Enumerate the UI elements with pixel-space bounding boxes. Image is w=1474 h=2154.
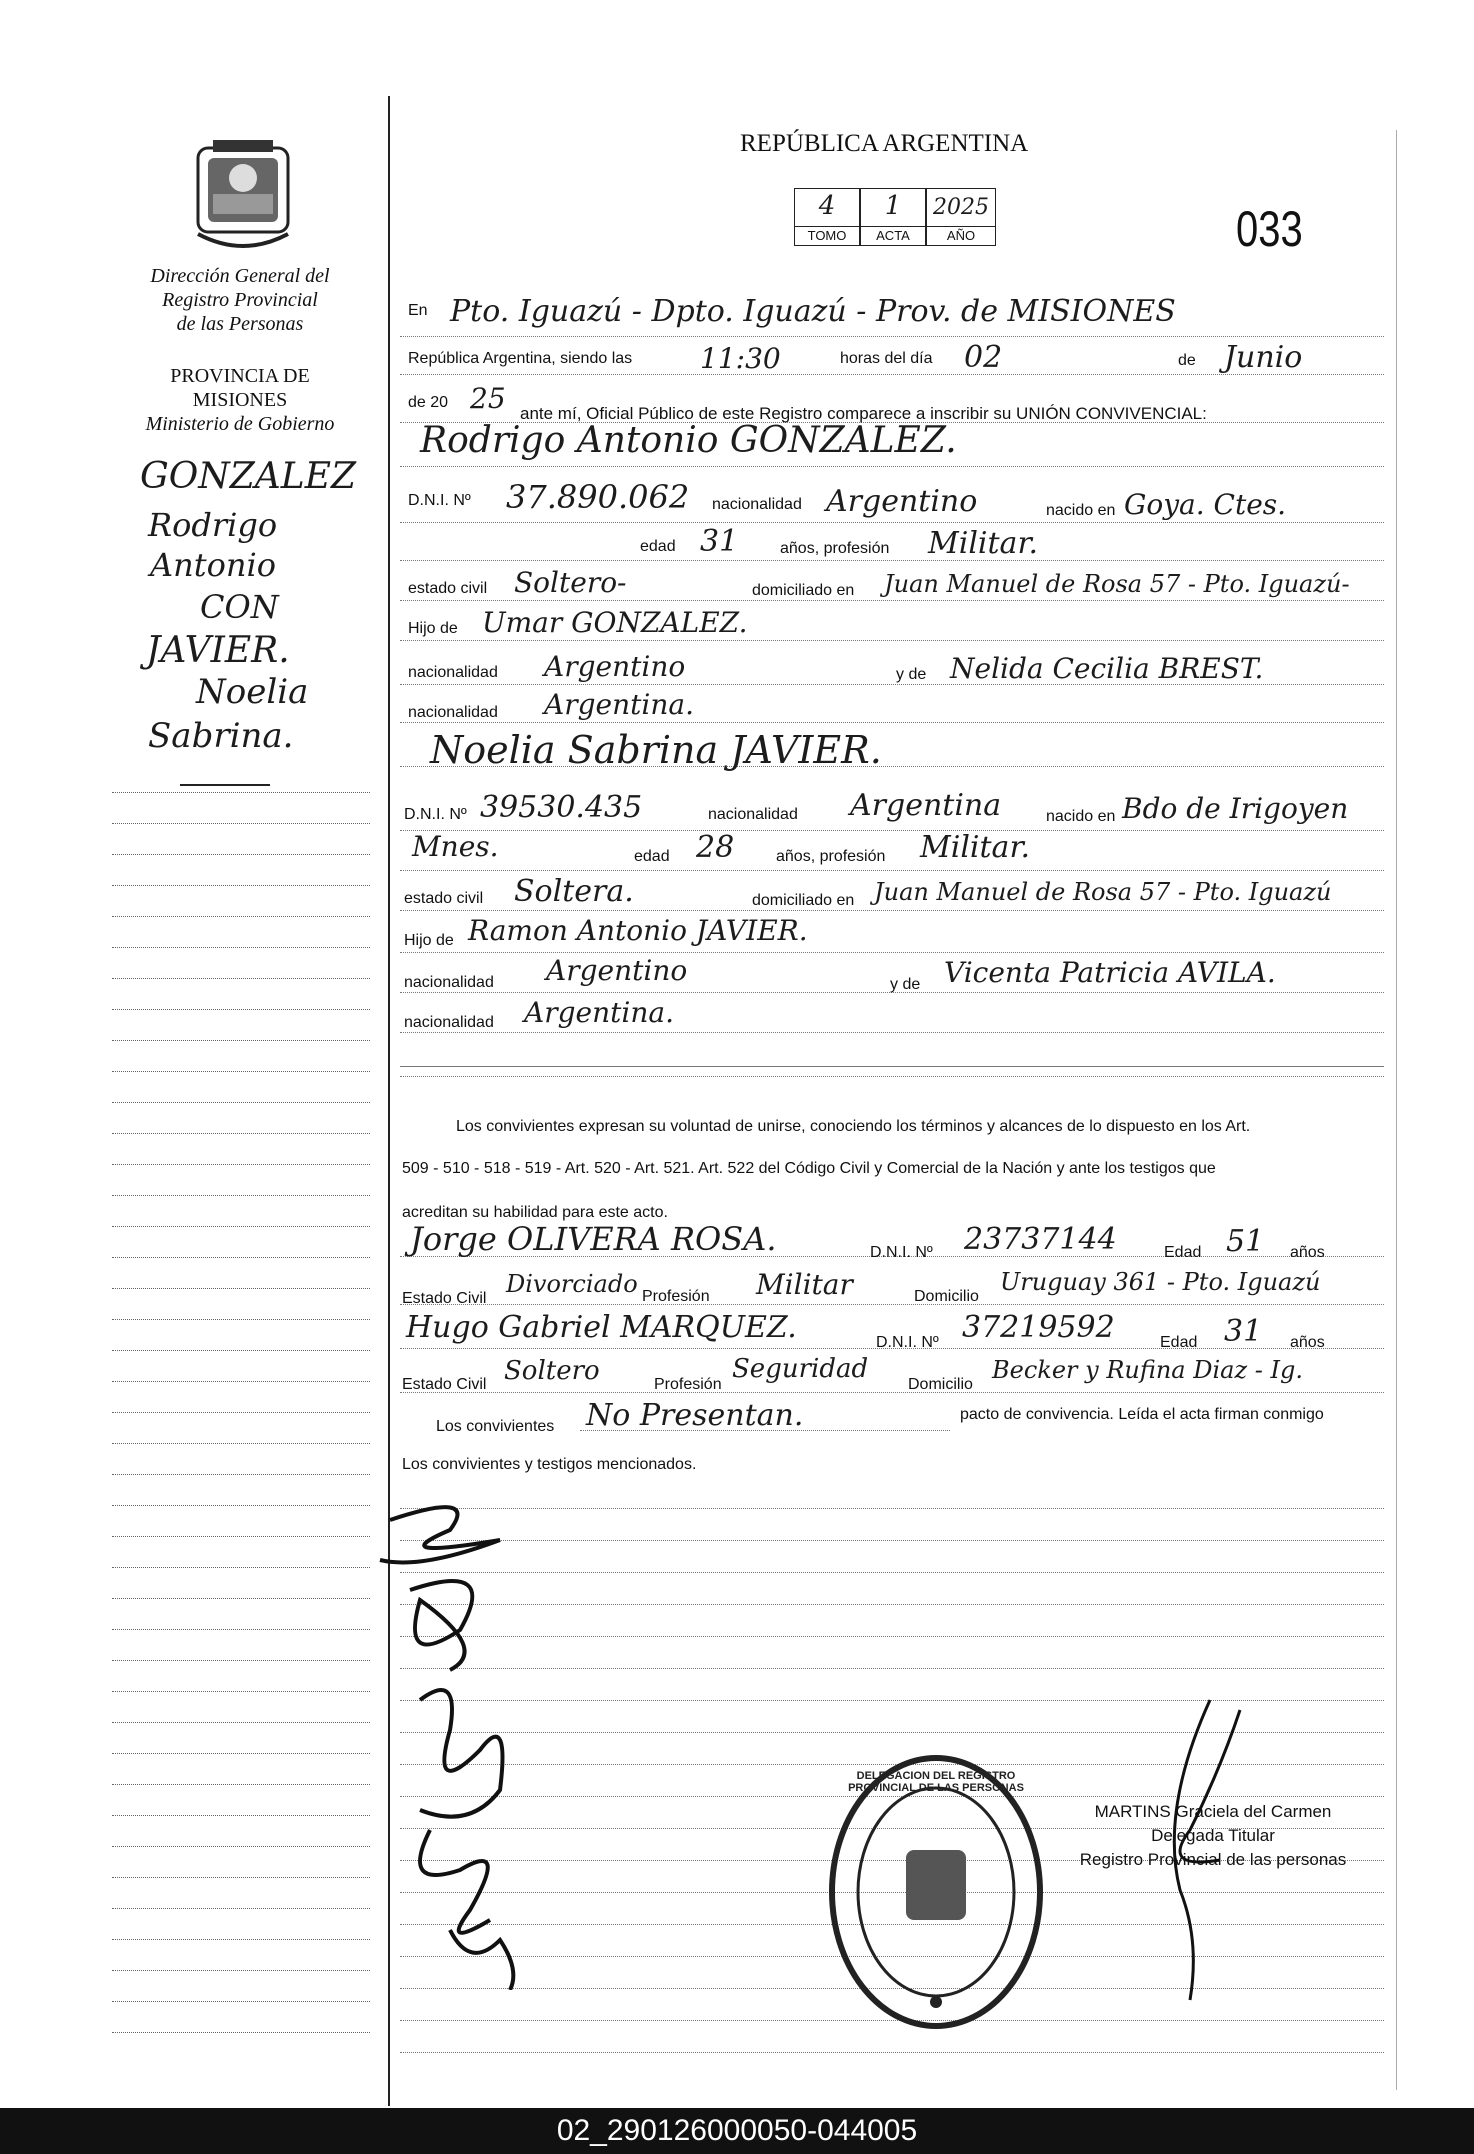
seal-text: DELEGACION DEL REGISTRO PROVINCIAL DE LAS PERSONAS	[848, 1770, 1024, 1794]
w2-age: 31	[1224, 1314, 1263, 1349]
conv-label: Los convivientes	[436, 1418, 555, 1435]
w2-civil: Soltero	[504, 1356, 600, 1386]
tomo-acta-box	[794, 188, 1004, 246]
p2-father: Ramon Antonio JAVIER.	[468, 914, 808, 947]
day-value: 02	[964, 340, 1003, 375]
margin-note: Antonio	[150, 546, 276, 584]
w1-civil: Divorciado	[506, 1270, 638, 1298]
year-prefix: de 20	[408, 394, 449, 411]
margin-note: Sabrina.	[148, 716, 294, 756]
official-name: MARTINS Graciela del Carmen	[1094, 1802, 1332, 1821]
p1-civil: Soltero-	[514, 566, 627, 599]
conv-value: No Presentan.	[586, 1398, 804, 1433]
margin-line	[112, 1846, 370, 1847]
w2-civil-label: Estado Civil	[402, 1376, 487, 1393]
official-role: Delegada Titular	[1151, 1826, 1275, 1845]
country-title: REPÚBLICA ARGENTINA	[740, 130, 1029, 157]
margin-line	[112, 1722, 370, 1723]
margin-line	[112, 885, 370, 886]
margin-line	[112, 1288, 370, 1289]
p2-nac-label: nacionalidad	[708, 806, 798, 823]
p1-mother: Nelida Cecilia BREST.	[950, 652, 1264, 685]
p2-birthplace: Bdo de Irigoyen	[1122, 792, 1349, 825]
p2-mother: Vicenta Patricia AVILA.	[944, 956, 1276, 989]
p1-father-nac-label: nacionalidad	[408, 664, 498, 681]
margin-line	[112, 1412, 370, 1413]
margin-line	[112, 1164, 370, 1165]
margin-line	[112, 1443, 370, 1444]
margin-note: Noelia	[196, 672, 309, 712]
w2-dni: 37219592	[962, 1310, 1115, 1345]
p2-age: 28	[696, 830, 735, 865]
p2-father-nac: Argentino	[546, 954, 688, 987]
margin-line	[112, 1257, 370, 1258]
margin-line	[112, 1350, 370, 1351]
margin-line	[112, 1691, 370, 1692]
margin-line	[112, 1009, 370, 1010]
w1-civil-label: Estado Civil	[402, 1290, 487, 1307]
org-line: Registro Provincial	[162, 289, 318, 311]
official-seal-icon	[826, 1752, 1046, 2032]
w2-name: Hugo Gabriel MARQUEZ.	[406, 1310, 797, 1345]
p2-mother-nac: Argentina.	[524, 996, 674, 1029]
ministry-label: Ministerio de Gobierno	[145, 413, 335, 435]
p2-birthplace-cont: Mnes.	[412, 830, 499, 863]
legal-text: Los convivientes expresan su voluntad de unirse, conociendo los términos y alcances de lo dispuesto en los Art.	[456, 1118, 1251, 1135]
p2-name: Noelia Sabrina JAVIER.	[430, 728, 882, 772]
p1-dni-label: D.N.I. Nº	[408, 492, 471, 509]
province-line: PROVINCIA DE	[170, 365, 310, 387]
p2-prof: Militar.	[920, 830, 1031, 865]
w2-edad-label: Edad	[1160, 1334, 1198, 1351]
margin-note: CON	[200, 588, 279, 626]
closing-text: Los convivientes y testigos mencionados.	[402, 1456, 697, 1473]
p1-dni: 37.890.062	[506, 478, 690, 516]
margin-line	[112, 823, 370, 824]
margin-line	[112, 1784, 370, 1785]
org-line: Dirección General del	[150, 265, 330, 287]
p2-edad-label: edad	[634, 848, 670, 865]
p2-civil-label: estado civil	[404, 890, 484, 907]
w1-age: 51	[1226, 1224, 1265, 1259]
de-label: de	[1178, 352, 1196, 369]
margin-line	[112, 792, 370, 793]
horas-label: horas del día	[840, 350, 933, 367]
p1-prof: Militar.	[928, 526, 1039, 561]
margin-line	[112, 1629, 370, 1630]
margin-line	[112, 1195, 370, 1196]
official-office: Registro Provincial de las personas	[1079, 1850, 1347, 1869]
acta-value: 1	[884, 191, 902, 221]
margin-line	[112, 2032, 370, 2033]
p2-yde-label: y de	[890, 976, 921, 993]
signature-scribbles	[360, 1500, 580, 1990]
margin-line	[112, 1381, 370, 1382]
document-id-footer: 02_290126000050-044005	[0, 2108, 1474, 2154]
p1-father-nac: Argentino	[544, 650, 686, 683]
p2-dom: Juan Manuel de Rosa 57 - Pto. Iguazú	[874, 878, 1332, 906]
margin-line	[112, 916, 370, 917]
w2-prof: Seguridad	[732, 1354, 869, 1384]
w2-anos-label: años	[1290, 1334, 1325, 1351]
p1-birthplace: Goya. Ctes.	[1124, 488, 1287, 521]
legal-text: acreditan su habilidad para este acto.	[402, 1204, 668, 1221]
acta-label: ACTA	[861, 226, 925, 245]
p1-mother-nac: Argentina.	[544, 688, 694, 721]
w1-dni-label: D.N.I. Nº	[870, 1244, 933, 1261]
p2-father-nac-label: nacionalidad	[404, 974, 494, 991]
province-line: MISIONES	[192, 389, 288, 411]
w1-dom: Uruguay 361 - Pto. Iguazú	[1000, 1268, 1321, 1296]
margin-line	[112, 1970, 370, 1971]
margin-line	[112, 1071, 370, 1072]
place-value: Pto. Iguazú - Dpto. Iguazú - Prov. de MISIONES	[450, 294, 1176, 329]
anio-label: AÑO	[927, 226, 995, 245]
year-suffix: 25	[470, 382, 506, 415]
w1-prof: Militar	[756, 1268, 853, 1301]
org-line: de las Personas	[176, 313, 304, 335]
p2-mother-nac-label: nacionalidad	[404, 1014, 494, 1031]
coat-of-arms-icon	[188, 138, 298, 256]
margin-line	[112, 1536, 370, 1537]
margin-line	[112, 1908, 370, 1909]
margin-note: JAVIER.	[146, 630, 290, 671]
margin-line	[112, 854, 370, 855]
p1-civil-label: estado civil	[408, 580, 488, 597]
p1-yde-label: y de	[896, 666, 927, 683]
margin-line	[112, 1505, 370, 1506]
w1-prof-label: Profesión	[642, 1288, 710, 1305]
margin-line	[112, 1319, 370, 1320]
p1-dom: Juan Manuel de Rosa 57 - Pto. Iguazú-	[884, 570, 1350, 598]
margin-line	[112, 1753, 370, 1754]
margin-note: GONZALEZ	[140, 456, 356, 497]
tomo-label: TOMO	[795, 226, 859, 245]
margin-line	[112, 1474, 370, 1475]
p2-dom-label: domiciliado en	[752, 892, 855, 909]
legal-text: 509 - 510 - 518 - 519 - Art. 520 - Art. 521. Art. 522 del Código Civil y Comercial de la Nación y ante los testigos que	[402, 1160, 1216, 1177]
p1-dom-label: domiciliado en	[752, 582, 855, 599]
en-label: En	[408, 302, 428, 319]
record-number: 033	[1236, 201, 1303, 257]
p2-dni-label: D.N.I. Nº	[404, 806, 467, 823]
p2-hijo-label: Hijo de	[404, 932, 454, 949]
margin-line	[112, 1567, 370, 1568]
p1-hijo-label: Hijo de	[408, 620, 458, 637]
margin-line	[112, 1815, 370, 1816]
margin-line	[112, 978, 370, 979]
p1-prof-label: años, profesión	[780, 540, 890, 557]
p1-nacido-label: nacido en	[1046, 502, 1116, 519]
p2-prof-label: años, profesión	[776, 848, 886, 865]
p1-age: 31	[700, 524, 739, 559]
margin-line	[112, 2001, 370, 2002]
hour-value: 11:30	[700, 342, 781, 375]
margin-line	[112, 1660, 370, 1661]
margin-line	[112, 947, 370, 948]
margin-line	[112, 1939, 370, 1940]
p1-nac-label: nacionalidad	[712, 496, 802, 513]
p2-nac: Argentina	[850, 788, 1002, 823]
w2-dni-label: D.N.I. Nº	[876, 1334, 939, 1351]
w2-prof-label: Profesión	[654, 1376, 722, 1393]
margin-line	[112, 1102, 370, 1103]
w1-edad-label: Edad	[1164, 1244, 1202, 1261]
pacto-text: pacto de convivencia. Leída el acta firman conmigo	[960, 1406, 1324, 1423]
margin-line	[112, 1040, 370, 1041]
p1-father: Umar GONZALEZ.	[482, 606, 748, 639]
month-value: Junio	[1224, 340, 1303, 375]
margin-line	[112, 1226, 370, 1227]
tomo-value: 4	[818, 191, 836, 221]
p1-name: Rodrigo Antonio GONZALEZ.	[420, 420, 957, 461]
p1-nac: Argentino	[826, 484, 978, 519]
margin-note: Rodrigo	[148, 506, 278, 544]
rep-label: República Argentina, siendo las	[408, 350, 633, 367]
w1-anos-label: años	[1290, 1244, 1325, 1261]
intro-text: ante mí, Oficial Público de este Registro comparece a inscribir su UNIÓN CONVIVENCIAL:	[520, 404, 1207, 423]
anio-value: 2025	[933, 195, 989, 220]
margin-line	[112, 1133, 370, 1134]
w1-name: Jorge OLIVERA ROSA.	[410, 1220, 777, 1258]
p2-civil: Soltera.	[514, 874, 634, 909]
w2-dom-label: Domicilio	[908, 1376, 973, 1393]
w2-dom: Becker y Rufina Diaz - Ig.	[992, 1356, 1303, 1384]
p1-edad-label: edad	[640, 538, 676, 555]
w1-dni: 23737144	[964, 1222, 1117, 1257]
signature-line	[400, 2052, 1384, 2053]
w1-dom-label: Domicilio	[914, 1288, 979, 1305]
p2-nacido-label: nacido en	[1046, 808, 1116, 825]
margin-line	[112, 1598, 370, 1599]
p1-mother-nac-label: nacionalidad	[408, 704, 498, 721]
margin-line	[112, 1877, 370, 1878]
p2-dni: 39530.435	[480, 790, 643, 825]
